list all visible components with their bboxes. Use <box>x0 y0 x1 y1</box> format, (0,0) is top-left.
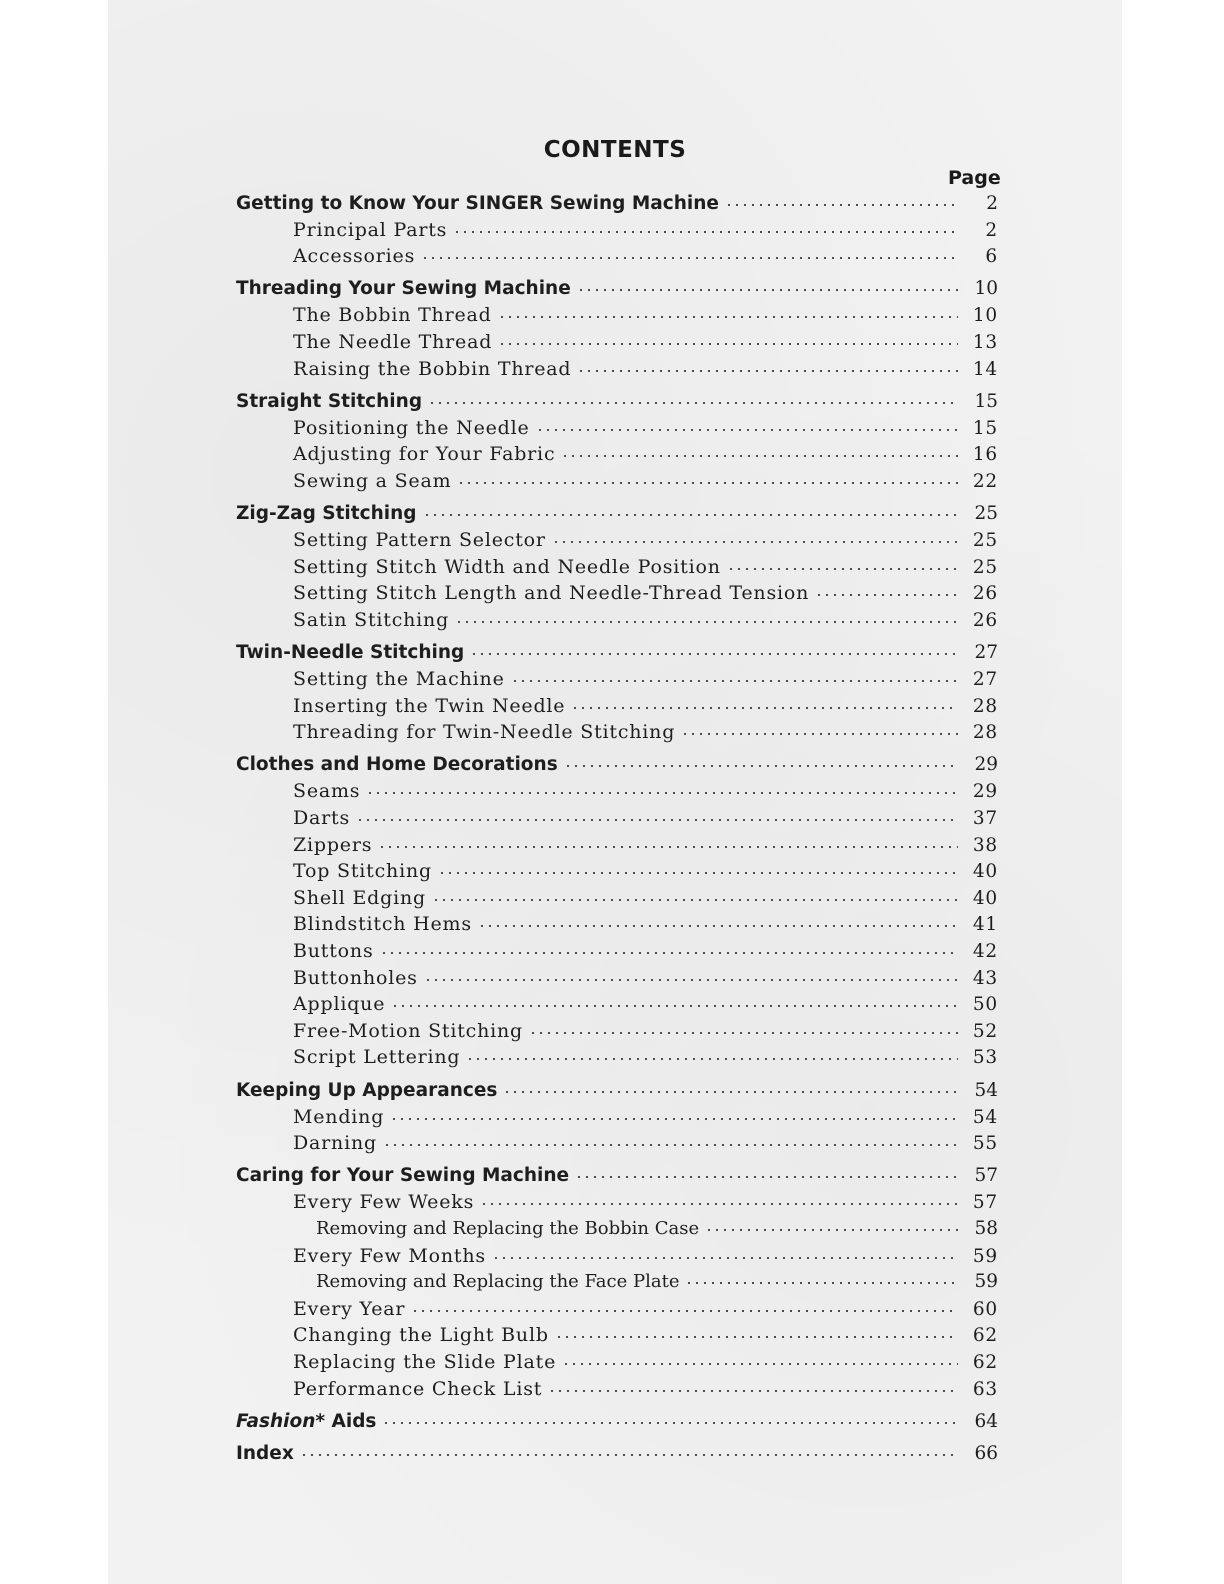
toc-section <box>236 752 998 1071</box>
toc-entry-label: Adjusting for Your Fabric <box>293 443 556 466</box>
dot-leader <box>455 607 958 626</box>
toc-section-heading <box>236 1163 998 1190</box>
toc-page-number: 60 <box>972 1298 998 1320</box>
toc-section-heading <box>236 1408 998 1435</box>
toc-entry-label: Every Few Months <box>293 1244 486 1267</box>
toc-entry-label: Accessories <box>293 245 416 268</box>
toc-section <box>236 276 998 382</box>
toc-section-title <box>236 391 422 412</box>
toc-entry <box>236 1269 998 1296</box>
dot-leader <box>552 527 958 546</box>
dot-leader <box>391 991 958 1010</box>
page-title: CONTENTS <box>543 137 687 163</box>
dot-leader <box>498 302 958 321</box>
dot-leader <box>548 1376 958 1395</box>
toc-section <box>236 388 998 494</box>
toc-section-heading <box>236 752 998 779</box>
toc-page-number: 40 <box>972 861 998 883</box>
toc-entry-label: Setting Stitch Length and Needle-Thread Tension <box>293 582 810 605</box>
toc-section <box>236 1408 998 1435</box>
toc-entry-label: Shell Edging <box>293 886 426 909</box>
toc-section-heading <box>236 640 998 667</box>
toc-entry <box>236 1044 998 1071</box>
toc-page-number: 2 <box>985 219 998 241</box>
toc-entry-label: Free-Motion Stitching <box>293 1019 524 1042</box>
toc-page-number: 63 <box>972 1378 998 1400</box>
toc-page-number: 55 <box>972 1133 998 1155</box>
toc-section <box>236 501 998 634</box>
dot-leader <box>428 388 958 407</box>
toc-entry-label: Removing and Replacing the Bobbin Case <box>316 1217 700 1239</box>
dot-leader <box>432 885 958 904</box>
toc-section-title <box>236 754 558 775</box>
toc-page-number: 41 <box>972 914 998 936</box>
dot-leader <box>457 468 958 487</box>
toc-section-title-text: Zig-Zag Stitching <box>236 503 417 525</box>
toc-entry <box>236 911 998 938</box>
toc-page-number: 59 <box>972 1245 998 1267</box>
toc-page-number: 66 <box>974 1443 998 1465</box>
toc-entry <box>236 858 998 885</box>
toc-entry-label: Removing and Replacing the Face Plate <box>316 1271 680 1293</box>
toc-entry-label: Replacing the Slide Plate <box>293 1350 557 1373</box>
dot-leader <box>815 580 958 599</box>
dot-leader <box>424 965 958 984</box>
toc-entry <box>236 991 998 1018</box>
toc-section-title <box>236 1080 497 1101</box>
toc-entry-label: Darning <box>293 1132 377 1155</box>
toc-entry <box>236 1296 998 1323</box>
toc-entry <box>236 1018 998 1045</box>
toc-entry <box>236 527 998 554</box>
toc-page-number: 15 <box>974 390 998 412</box>
dot-leader <box>438 858 958 877</box>
toc-section-title-italic: Fashion* <box>236 1410 326 1432</box>
dot-leader <box>685 1269 958 1287</box>
toc-section-heading <box>236 190 998 217</box>
dot-leader <box>366 778 958 797</box>
toc-entry <box>236 302 998 329</box>
toc-section-heading <box>236 501 998 528</box>
toc-section-title-text: Aids <box>331 1410 377 1432</box>
toc-entry-label: Setting Stitch Width and Needle Position <box>293 555 721 578</box>
dot-leader <box>380 938 959 957</box>
dot-leader <box>536 415 958 434</box>
dot-leader <box>577 276 958 295</box>
dot-leader <box>575 1163 958 1182</box>
dot-leader <box>453 217 958 236</box>
toc-page-number: 57 <box>972 1192 998 1214</box>
toc-page-number: 15 <box>972 417 998 439</box>
toc-entry <box>236 1376 998 1403</box>
toc-entry-label: Darts <box>293 807 351 830</box>
dot-leader <box>503 1077 958 1096</box>
dot-leader <box>511 666 958 685</box>
toc-section-title <box>236 1443 294 1464</box>
toc-entry <box>236 243 998 270</box>
dot-leader <box>470 640 958 659</box>
toc-section-title <box>236 503 417 524</box>
page-column-header: Page <box>948 167 1001 189</box>
toc-entry-label: Script Lettering <box>293 1046 461 1069</box>
toc-entry-label: Raising the Bobbin Thread <box>293 357 572 380</box>
toc-entry <box>236 441 998 468</box>
toc-page-number: 54 <box>972 1106 998 1128</box>
dot-leader <box>725 190 958 209</box>
toc-entry <box>236 1243 998 1270</box>
toc-page-number: 43 <box>972 967 998 989</box>
toc-page-number: 54 <box>974 1079 998 1101</box>
toc-entry <box>236 1104 998 1131</box>
toc-section-title-text: Threading Your Sewing Machine <box>236 278 571 300</box>
toc-section-title-text: Caring for Your Sewing Machine <box>236 1165 570 1187</box>
toc-entry <box>236 607 998 634</box>
toc-page-number: 14 <box>972 358 998 380</box>
toc-entry <box>236 938 998 965</box>
dot-leader <box>562 1349 958 1368</box>
toc-page-number: 29 <box>972 781 998 803</box>
toc-page-number: 59 <box>974 1271 998 1293</box>
toc-section <box>236 190 998 270</box>
dot-leader <box>577 356 958 375</box>
toc-entry <box>236 1349 998 1376</box>
toc-page-number: 37 <box>972 808 998 830</box>
dot-leader <box>529 1018 958 1037</box>
toc-entry-label: The Bobbin Thread <box>293 304 492 327</box>
toc-page-number: 13 <box>972 331 998 353</box>
toc-page-number: 64 <box>974 1410 998 1432</box>
toc-entry <box>236 885 998 912</box>
toc-entry <box>236 832 998 859</box>
toc-entry-label: Principal Parts <box>293 218 448 241</box>
toc-entry <box>236 805 998 832</box>
dot-leader <box>383 1130 958 1149</box>
toc-entry <box>236 580 998 607</box>
toc-page-number: 25 <box>974 503 998 525</box>
toc-entry-label: Buttonholes <box>293 966 418 989</box>
toc-section-title-text: Twin-Needle Stitching <box>236 642 465 663</box>
toc-section-title <box>236 278 571 299</box>
toc-entry-label: Blindstitch Hems <box>293 913 472 936</box>
dot-leader <box>727 554 958 573</box>
toc-entry <box>236 1189 998 1216</box>
toc-page-number: 27 <box>974 642 998 663</box>
toc-section-title-text: Clothes and Home Decorations <box>236 754 558 776</box>
toc-entry-label: Setting Pattern Selector <box>293 529 546 552</box>
toc-entry <box>236 356 998 383</box>
dot-leader <box>681 719 958 738</box>
toc-entry <box>236 329 998 356</box>
toc-page-number: 25 <box>972 556 998 578</box>
toc-section <box>236 1077 998 1157</box>
toc-entry-label: Positioning the Needle <box>293 416 530 439</box>
toc-entry-label: Satin Stitching <box>293 608 450 631</box>
toc-section-title <box>236 193 719 214</box>
toc-entry-label: Inserting the Twin Needle <box>293 694 566 717</box>
toc-page-number: 10 <box>972 305 998 327</box>
toc-page-number: 40 <box>972 887 998 909</box>
dot-leader <box>356 805 958 824</box>
dot-leader <box>466 1044 958 1063</box>
toc-section-heading <box>236 1441 998 1468</box>
toc-section-heading <box>236 1077 998 1104</box>
dot-leader <box>492 1243 958 1262</box>
toc-page-number: 50 <box>972 994 998 1016</box>
toc-entry-label: Seams <box>293 780 361 803</box>
toc-entry <box>236 778 998 805</box>
dot-leader <box>411 1296 958 1315</box>
dot-leader <box>378 832 958 851</box>
toc-entry <box>236 719 998 746</box>
dot-leader <box>478 911 958 930</box>
dot-leader <box>300 1441 958 1460</box>
toc-section-title-text: Keeping Up Appearances <box>236 1079 498 1101</box>
toc-page-number: 62 <box>972 1325 998 1347</box>
toc-entry-label: Buttons <box>293 940 374 963</box>
toc-entry-label: Top Stitching <box>293 860 432 883</box>
toc-section-title <box>236 642 464 663</box>
toc-section-title <box>236 1165 569 1186</box>
toc-page-number: 28 <box>972 695 998 717</box>
toc-section <box>236 640 998 746</box>
dot-leader <box>423 501 958 520</box>
dot-leader <box>705 1216 958 1234</box>
toc-entry-label: Threading for Twin-Needle Stitching <box>293 721 676 744</box>
toc-entry <box>236 1130 998 1157</box>
toc-entry <box>236 554 998 581</box>
toc-section-title-text: Index <box>236 1443 294 1465</box>
toc-entry-label: Changing the Light Bulb <box>293 1324 549 1347</box>
dot-leader <box>561 441 958 460</box>
dot-leader <box>564 752 958 771</box>
toc-page-number: 28 <box>972 722 998 744</box>
toc-section <box>236 1441 998 1468</box>
toc-page-number: 26 <box>972 609 998 631</box>
toc-entry <box>236 217 998 244</box>
toc-page-number: 26 <box>972 583 998 605</box>
toc-page-number: 16 <box>972 444 998 466</box>
toc-page-number: 27 <box>972 669 998 691</box>
dot-leader <box>421 243 958 262</box>
toc-section-title-text: Straight Stitching <box>236 390 423 412</box>
toc-page-number: 6 <box>985 246 998 268</box>
dot-leader <box>571 693 958 712</box>
toc-entry-label: Mending <box>293 1105 385 1128</box>
toc-section <box>236 1163 998 1402</box>
toc-entry-label: Performance Check List <box>293 1377 543 1400</box>
toc-page-number: 53 <box>972 1047 998 1069</box>
toc-page-number: 10 <box>974 278 998 300</box>
toc-entry <box>236 468 998 495</box>
toc-page-number: 52 <box>972 1020 998 1042</box>
table-of-contents <box>236 190 998 1467</box>
toc-entry-label: Applique <box>293 993 386 1016</box>
dot-leader <box>480 1189 958 1208</box>
toc-entry-label: Setting the Machine <box>293 668 505 691</box>
toc-page-number: 2 <box>986 192 998 214</box>
toc-entry-label: Every Few Weeks <box>293 1191 475 1214</box>
toc-entry-label: Sewing a Seam <box>293 469 452 492</box>
toc-section-title-text: Getting to Know Your SINGER Sewing Machine <box>236 192 719 214</box>
toc-entry <box>236 965 998 992</box>
toc-page-number: 57 <box>974 1165 998 1187</box>
toc-entry <box>236 415 998 442</box>
toc-entry <box>236 1216 998 1243</box>
toc-page-number: 22 <box>972 470 998 492</box>
toc-entry <box>236 666 998 693</box>
toc-section-title <box>236 1411 376 1432</box>
dot-leader <box>498 329 958 348</box>
toc-entry-label: The Needle Thread <box>293 330 493 353</box>
dot-leader <box>382 1408 958 1427</box>
toc-entry-label: Every Year <box>293 1297 406 1320</box>
toc-page-number: 38 <box>972 834 998 856</box>
dot-leader <box>555 1322 958 1341</box>
toc-section-heading <box>236 388 998 415</box>
toc-page-number: 62 <box>972 1351 998 1373</box>
dot-leader <box>390 1104 958 1123</box>
toc-entry <box>236 693 998 720</box>
toc-page-number: 58 <box>974 1217 998 1239</box>
toc-section-heading <box>236 276 998 303</box>
toc-page-number: 29 <box>974 754 998 776</box>
toc-page-number: 42 <box>972 941 998 963</box>
toc-entry <box>236 1322 998 1349</box>
toc-entry-label: Zippers <box>293 833 373 856</box>
toc-page-number: 25 <box>972 530 998 552</box>
